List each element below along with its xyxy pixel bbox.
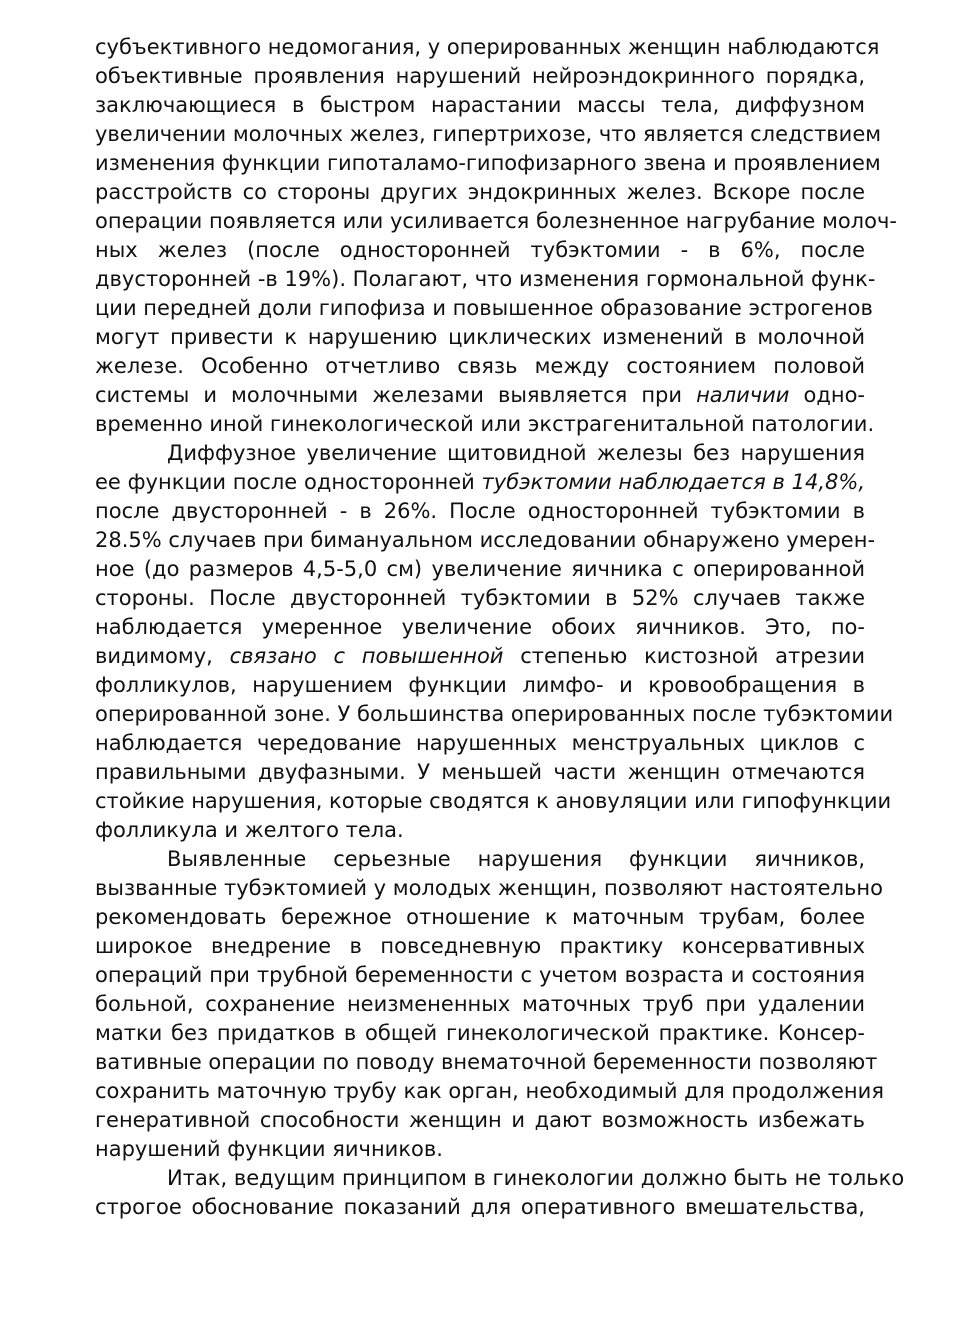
text-line: временно иной гинекологической или экстрагенитальной патологии. bbox=[95, 412, 875, 436]
text-line: вативные операции по поводу внематочной беременности позволяют bbox=[95, 1050, 878, 1074]
italic-text: связано с повышенной bbox=[229, 644, 504, 668]
text-line: генеративной способности женщин и дают возможность избежать bbox=[95, 1108, 865, 1132]
text-line: стойкие нарушения, которые сводятся к ановуляции или гипофункции bbox=[95, 789, 892, 813]
text-line: Итак, ведущим принципом в гинекологии должно быть не только bbox=[167, 1166, 905, 1190]
text-line: сохранить маточную трубу как орган, необходимый для продолжения bbox=[95, 1079, 884, 1103]
text-line: Выявленные серьезные нарушения функции яичников, bbox=[167, 847, 865, 871]
text-line: нарушений функции яичников. bbox=[95, 1137, 443, 1161]
text-line: оперированной зоне. У большинства оперированных после тубэктомии bbox=[95, 702, 894, 726]
paragraph bbox=[95, 439, 894, 845]
text-line: Диффузное увеличение щитовидной железы без нарушения bbox=[167, 441, 865, 465]
text-line: увеличении молочных желез, гипертрихозе, что является следствием bbox=[95, 122, 882, 146]
text-line: фолликула и желтого тела. bbox=[95, 818, 404, 842]
document-page bbox=[95, 33, 905, 1222]
text-line: заключающиеся в быстром нарастании массы тела, диффузном bbox=[95, 93, 865, 117]
paragraph bbox=[95, 1164, 905, 1222]
text-line: операции появляется или усиливается болезненное нагрубание молоч- bbox=[95, 209, 897, 233]
text-line: правильными двуфазными. У меньшей части женщин отмечаются bbox=[95, 760, 865, 784]
italic-text: наличии bbox=[696, 383, 790, 407]
text-line: операций при трубной беременности с учетом возраста и состояния bbox=[95, 963, 865, 987]
text-line: могут привести к нарушению циклических изменений в молочной bbox=[95, 325, 865, 349]
text-line: матки без придатков в общей гинекологической практике. Консер- bbox=[95, 1021, 865, 1045]
text-line: изменения функции гипоталамо-гипофизарного звена и проявлением bbox=[95, 151, 881, 175]
paragraph bbox=[95, 845, 884, 1164]
text-line: наблюдается чередование нарушенных менструальных циклов с bbox=[95, 731, 865, 755]
text-line: после двусторонней - в 26%. После односторонней тубэктомии в bbox=[95, 499, 865, 523]
text-line: широкое внедрение в повседневную практику консервативных bbox=[95, 934, 865, 958]
text-line: 28.5% случаев при бимануальном исследовании обнаружено умерен- bbox=[95, 528, 876, 552]
text-line: вызванные тубэктомией у молодых женщин, позволяют настоятельно bbox=[95, 876, 883, 900]
text-line: фолликулов, нарушением функции лимфо- и кровообращения в bbox=[95, 673, 865, 697]
text-line: ное (до размеров 4,5-5,0 см) увеличение яичника с оперированной bbox=[95, 557, 865, 581]
text-line: ее функции после односторонней тубэктомии наблюдается в 14,8%, bbox=[95, 470, 865, 494]
text-line: больной, сохранение неизмененных маточных труб при удалении bbox=[95, 992, 865, 1016]
text-line: видимому, связано с повышенной степенью кистозной атрезии bbox=[95, 644, 865, 668]
text-line: наблюдается умеренное увеличение обоих яичников. Это, по- bbox=[95, 615, 865, 639]
italic-text: тубэктомии наблюдается в 14,8%, bbox=[481, 470, 865, 494]
paragraph bbox=[95, 33, 897, 439]
text-line: железе. Особенно отчетливо связь между состоянием половой bbox=[95, 354, 865, 378]
text-line: ции передней доли гипофиза и повышенное образование эстрогенов bbox=[95, 296, 873, 320]
text-line: ных желез (после односторонней тубэктомии - в 6%, после bbox=[95, 238, 865, 262]
text-line: двусторонней -в 19%). Полагают, что изменения гормональной функ- bbox=[95, 267, 876, 291]
text-line: строгое обоснование показаний для оперативного вмешательства, bbox=[95, 1195, 865, 1219]
text-line: объективные проявления нарушений нейроэндокринного порядка, bbox=[95, 64, 865, 88]
text-line: стороны. После двусторонней тубэктомии в 52% случаев также bbox=[95, 586, 865, 610]
text-line: расстройств со стороны других эндокринных желез. Вскоре после bbox=[95, 180, 865, 204]
text-line: системы и молочными железами выявляется при наличии одно- bbox=[95, 383, 866, 407]
text-line: рекомендовать бережное отношение к маточным трубам, более bbox=[95, 905, 865, 929]
text-line: субъективного недомогания, у оперированных женщин наблюдаются bbox=[95, 35, 880, 59]
